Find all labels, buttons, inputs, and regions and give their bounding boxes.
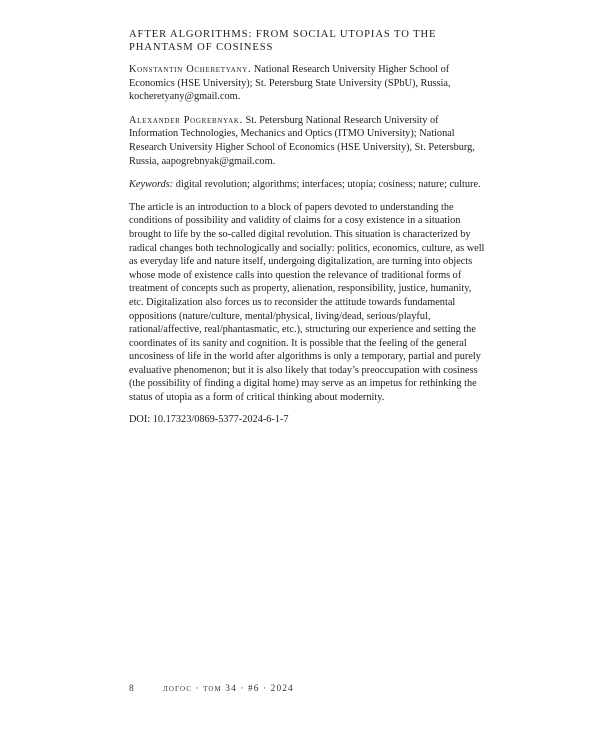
author-affiliation-2: St. Petersburg National Research University of Information Technologies, Mechanics and Optics (ITMO University); National Research University Higher School of Economics (HSE University), St. Petersburg, Russia, aapogrebnyak@gmail.com. (129, 114, 475, 167)
abstract-text: The article is an introduction to a block of papers devoted to understanding the conditions of possibility and validity of claims for a cosy existence in a situation brought to life by the so-called digital revolution. This situation is characterized by radical changes both technologically and socially: politics, economics, culture, as well as everyday life and nature itself, undergoing digitalization, are turning into objects whose mode of existence calls into question the relevance of traditional forms of treatment of concepts such as property, alienation, responsibility, justice, humanity, etc. Digitalization also forces us to reconsider the attitude towards fundamental oppositions (nature/culture, mental/physical, living/dead, serious/playful, rational/affective, real/phantasmatic, etc.), structuring our experience and setting the coordinates of its sanity and cognition. It is possible that the feeling of the general uncosiness of life in the world after algorithms is only a temporary, partial and purely evaluative phenomenon; but it is also likely that today’s preoccupation with cosiness (the possibility of finding a digital home) may serve as an impetus for rethinking the status of utopia as a form of critical thinking about modernity. (129, 201, 485, 404)
keywords-text: digital revolution; algorithms; interfaces; utopia; cosiness; nature; culture. (173, 179, 481, 191)
article-metadata (129, 28, 486, 435)
keywords-line (129, 178, 486, 192)
author-affiliation-1: National Research University Higher School of Economics (HSE University); St. Petersburg State University (SPbU), Russia, kocheretyany@gmail.com. (129, 64, 451, 103)
journal-info: логос · том 34 · #6 · 2024 (163, 684, 294, 694)
author-name-1: Konstantin Ocheretyany. (129, 64, 252, 75)
page-number: 8 (129, 684, 134, 694)
page-footer (129, 684, 294, 694)
keywords-label: Keywords: (129, 179, 174, 191)
author-entry-1 (129, 63, 486, 104)
author-name-2: Alexander Pogrebnyak. (129, 114, 243, 126)
author-entry-2 (129, 114, 486, 168)
article-title: AFTER ALGORITHMS: FROM SOCIAL UTOPIAS TO THE PHANTASM OF COSINESS (129, 29, 437, 53)
doi-line: DOI: 10.17323/0869-5377-2024-6-1-7 (129, 413, 289, 425)
